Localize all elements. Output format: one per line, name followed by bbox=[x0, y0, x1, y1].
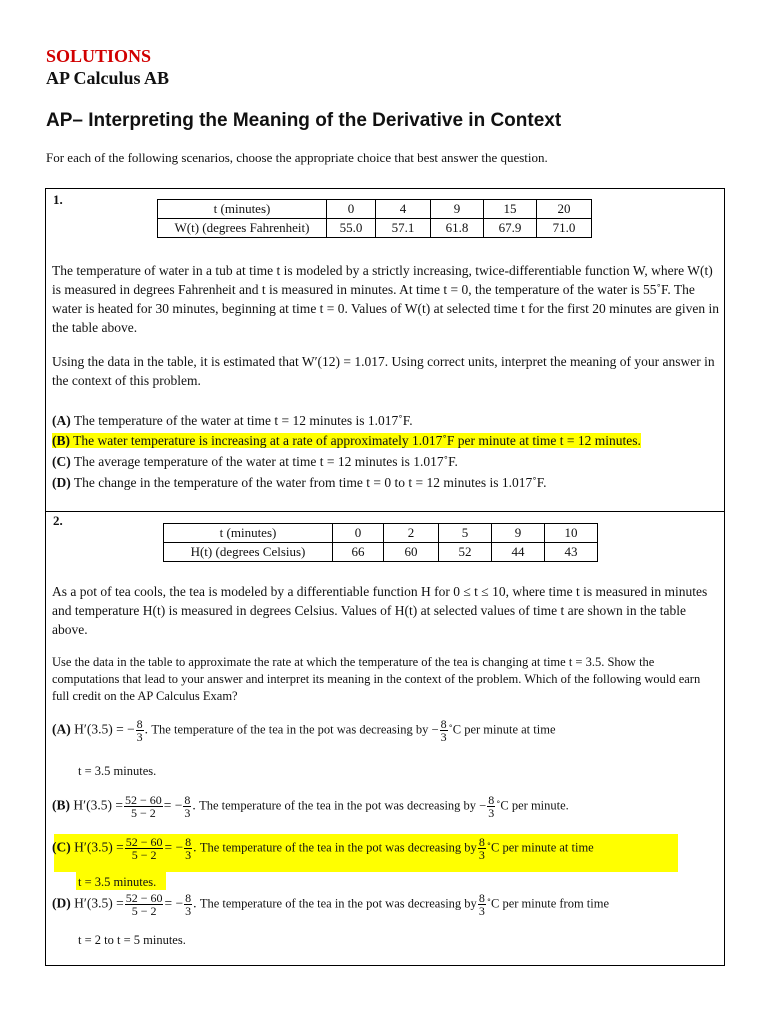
option-label: (D) bbox=[52, 475, 71, 490]
question-number: 1. bbox=[53, 192, 63, 207]
table-cell: 43 bbox=[545, 543, 598, 562]
option-label: (D) bbox=[52, 895, 71, 911]
option-d[interactable]: (D) H′(3.5) = $\frac{52 - 60}{5 - 2}$ = − $\frac{8}{3}$ . The temperature of the tea in the pot was decreasing by $\frac{8}{3}$ ˚C per minute from time bbox=[52, 891, 610, 918]
fraction: $\frac{8}{3}$ bbox=[478, 835, 485, 862]
table-row bbox=[164, 524, 598, 543]
option-a[interactable]: (A) H′(3.5) = − $\frac{8}{3}$ . The temperature of the tea in the pot was decreasing by − $\frac{8}{3}$ ˚C per minute at time bbox=[52, 717, 556, 744]
question-1-box bbox=[45, 188, 725, 512]
fraction: $\frac{8}{3}$ bbox=[184, 793, 191, 820]
option-c-continued: t = 3.5 minutes. bbox=[78, 875, 157, 889]
unit-text: ˚C per minute from time bbox=[486, 896, 610, 911]
unit-text: ˚C per minute at time bbox=[486, 840, 594, 855]
option-text: The temperature of the tea in the pot was decreasing by − bbox=[151, 722, 439, 737]
table-header-cell: W(t) (degrees Fahrenheit) bbox=[158, 219, 327, 238]
question-number: 2. bbox=[53, 513, 63, 528]
option-text: The temperature of the tea in the pot was decreasing by bbox=[199, 896, 477, 911]
question-2-box bbox=[45, 510, 725, 966]
table-cell: 55.0 bbox=[327, 219, 376, 238]
option-b-correct[interactable] bbox=[52, 432, 641, 450]
table-cell: 66 bbox=[333, 543, 384, 562]
table-header-cell: t (minutes) bbox=[164, 524, 333, 543]
table-cell: 15 bbox=[484, 200, 537, 219]
instructions: For each of the following scenarios, choose the appropriate choice that best answer the question. bbox=[46, 150, 548, 165]
table-cell: 4 bbox=[376, 200, 431, 219]
table-cell: 0 bbox=[333, 524, 384, 543]
option-text: The average temperature of the water at time t = 12 minutes is 1.017˚F. bbox=[73, 454, 458, 469]
difference-quotient: $\frac{52 - 60}{5 - 2}$ bbox=[125, 835, 163, 862]
question-1-context: The temperature of water in a tub at time t is modeled by a strictly increasing, twice-differentiable function W, where W(t) is measured in degrees Fahrenheit and t is measured in minutes. At time t = 0, the temperature of the water is 55˚F. The water is heated for 30 minutes, beginning at time t = 0. Values of W(t) at selected time t for the first 20 minutes are given in the table above. bbox=[52, 263, 719, 335]
option-label: (A) bbox=[52, 413, 71, 428]
fraction: $\frac{8}{3}$ bbox=[185, 891, 192, 918]
question-2-prompt: Use the data in the table to approximate the rate at which the temperature of the tea is changing at time t = 3.5. Show the computations that lead to your answer and interpret its meaning in the context of the problem. Which of the following would earn full credit on the AP Calculus Exam? bbox=[52, 655, 701, 703]
table-cell: 2 bbox=[384, 524, 439, 543]
table-header-cell: H(t) (degrees Celsius) bbox=[164, 543, 333, 562]
fraction: $\frac{8}{3}$ bbox=[185, 835, 192, 862]
table-row bbox=[164, 543, 598, 562]
w-data-table bbox=[157, 199, 592, 238]
course-title: AP Calculus AB bbox=[46, 68, 170, 88]
table-cell: 67.9 bbox=[484, 219, 537, 238]
unit-text: ˚C per minute at time bbox=[448, 722, 556, 737]
table-cell: 10 bbox=[545, 524, 598, 543]
derivative-expression: H′(3.5) = bbox=[74, 839, 124, 855]
derivative-expression: H′(3.5) = − bbox=[74, 721, 135, 737]
table-row bbox=[158, 219, 592, 238]
option-c-correct[interactable]: (C) H′(3.5) = $\frac{52 - 60}{5 - 2}$ = − $\frac{8}{3}$ . The temperature of the tea in the pot was decreasing by $\frac{8}{3}$ ˚C per minute at time bbox=[52, 835, 594, 862]
table-cell: 20 bbox=[537, 200, 592, 219]
question-1-prompt: Using the data in the table, it is estimated that W′(12) = 1.017. Using correct units, interpret the meaning of your answer in the context of this problem. bbox=[52, 354, 715, 388]
table-cell: 9 bbox=[431, 200, 484, 219]
table-cell: 57.1 bbox=[376, 219, 431, 238]
table-cell: 71.0 bbox=[537, 219, 592, 238]
difference-quotient: $\frac{52 - 60}{5 - 2}$ bbox=[125, 891, 163, 918]
h-data-table bbox=[163, 523, 598, 562]
option-d[interactable] bbox=[52, 474, 547, 492]
page-title: AP– Interpreting the Meaning of the Derivative in Context bbox=[46, 110, 562, 131]
option-text: The change in the temperature of the water from time t = 0 to t = 12 minutes is 1.017˚F. bbox=[73, 475, 547, 490]
table-cell: 5 bbox=[439, 524, 492, 543]
difference-quotient: $\frac{52 - 60}{5 - 2}$ bbox=[124, 793, 162, 820]
fraction: $\frac{8}{3}$ bbox=[488, 793, 495, 820]
fraction: $\frac{8}{3}$ bbox=[136, 717, 143, 744]
unit-text: ˚C per minute. bbox=[496, 798, 569, 813]
option-c[interactable] bbox=[52, 453, 458, 471]
option-label: (B) bbox=[52, 433, 70, 448]
table-header-cell: t (minutes) bbox=[158, 200, 327, 219]
option-a-continued: t = 3.5 minutes. bbox=[78, 764, 157, 778]
option-text: The temperature of the tea in the pot was decreasing by − bbox=[199, 798, 487, 813]
option-text: The water temperature is increasing at a rate of approximately 1.017˚F per minute at time t = 12 minutes. bbox=[73, 433, 641, 448]
option-text: The temperature of the water at time t = 12 minutes is 1.017˚F. bbox=[73, 413, 413, 428]
fraction: $\frac{8}{3}$ bbox=[440, 717, 447, 744]
fraction: $\frac{8}{3}$ bbox=[478, 891, 485, 918]
table-cell: 60 bbox=[384, 543, 439, 562]
option-label: (C) bbox=[52, 839, 71, 855]
option-label: (B) bbox=[52, 797, 70, 813]
table-cell: 9 bbox=[492, 524, 545, 543]
table-cell: 0 bbox=[327, 200, 376, 219]
option-a[interactable] bbox=[52, 412, 413, 430]
solutions-label: SOLUTIONS bbox=[46, 46, 152, 66]
table-cell: 44 bbox=[492, 543, 545, 562]
option-label: (C) bbox=[52, 454, 71, 469]
table-cell: 52 bbox=[439, 543, 492, 562]
option-text: The temperature of the tea in the pot was decreasing by bbox=[199, 840, 477, 855]
question-2-context: As a pot of tea cools, the tea is modeled by a differentiable function H for 0 ≤ t ≤ 10, where time t is measured in minutes and temperature H(t) is measured in degrees Celsius. Values of H(t) at selected values of time t are shown in the table above. bbox=[52, 584, 708, 637]
option-d-continued: t = 2 to t = 5 minutes. bbox=[78, 933, 186, 947]
option-label: (A) bbox=[52, 721, 71, 737]
table-cell: 61.8 bbox=[431, 219, 484, 238]
table-row bbox=[158, 200, 592, 219]
derivative-expression: H′(3.5) = bbox=[73, 797, 123, 813]
option-b[interactable]: (B) H′(3.5) = $\frac{52 - 60}{5 - 2}$ = − $\frac{8}{3}$ . The temperature of the tea in the pot was decreasing by − $\frac{8}{3}$ ˚C per minute. bbox=[52, 793, 569, 820]
derivative-expression: H′(3.5) = bbox=[74, 895, 124, 911]
